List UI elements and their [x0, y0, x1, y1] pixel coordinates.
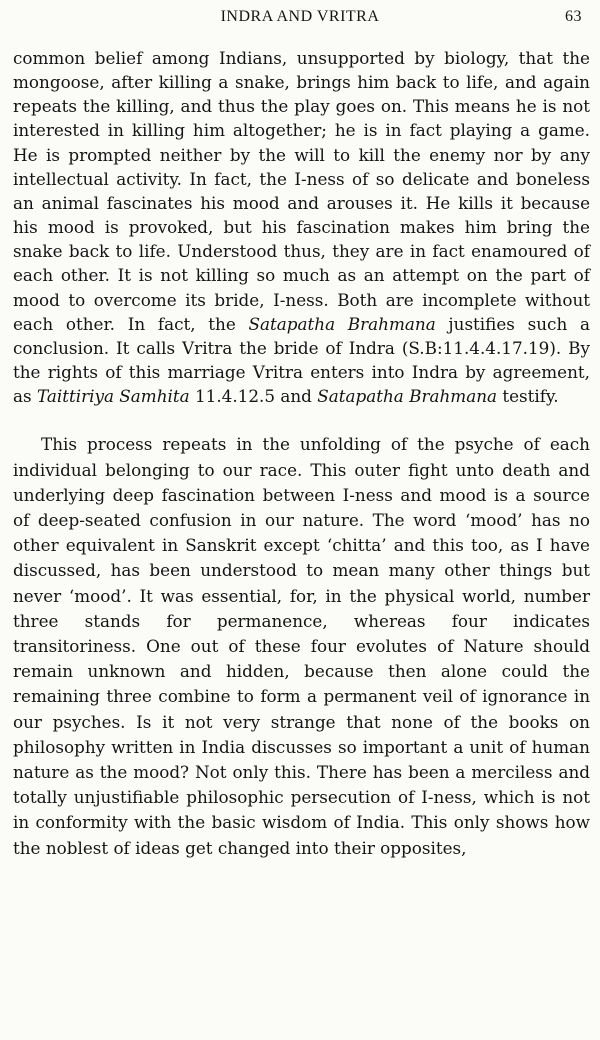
page-header: [14, 8, 586, 30]
body-text: [13, 46, 590, 861]
running-head: INDRA AND VRITRA: [220, 8, 380, 25]
page-number: 63: [565, 8, 582, 25]
paragraph-2: This process repeats in the unfolding of the psyche of each individual belonging to our race. This outer fight unto death and underlying deep fascination between I-ness and mood is a source of deep-seated confusion in our nature. The word ‘mood’ has no other equivalent in Sanskrit except ‘chitta’ and this too, as I have discussed, has been understood to mean many other things but never ‘mood’. It was essential, for, in the physical world, number three stands for permanence, whereas four indicates transitoriness. One out of these four evolutes of Nature should remain unknown and hidden, because then alone could the remaining three combine to form a permanent veil of ignorance in our psyches. Is it not very strange that none of the books on philosophy written in India discusses so important a unit of human nature as the mood? Not only this. There has been a merciless and totally unjustifiable philosophic persecution of I-ness, which is not in conformity with the basic wisdom of India. This only shows how the noblest of ideas get changed into their opposites,: [13, 434, 590, 858]
paragraph-1: common belief among Indians, unsupported by biology, that the mongoose, after killing a snake, brings him back to life, and again repeats the killing, and thus the play goes on. This means he is not interested in killing him altogether; he is in fact playing a game. He is prompted neither by the will to kill the enemy nor by any intellectual activity. In fact, the I-ness of so delicate and boneless an animal fascinates his mood and arouses it. He kills it because his mood is provoked, but his fascination makes him bring the snake back to life. Understood thus, they are in fact enamoured of each other. It is not killing so much as an attempt on the part of mood to overcome its bride, I-ness. Both are incomplete without each other. In fact, the Satapatha Brahmana justifies such a conclusion. It calls Vritra the bride of Indra (S.B:11.4.4.17.19). By the rights of this marriage Vritra enters into Indra by agreement, as Taittiriya Samhita 11.4.12.5 and Satapatha Brahmana testify.: [13, 48, 590, 407]
